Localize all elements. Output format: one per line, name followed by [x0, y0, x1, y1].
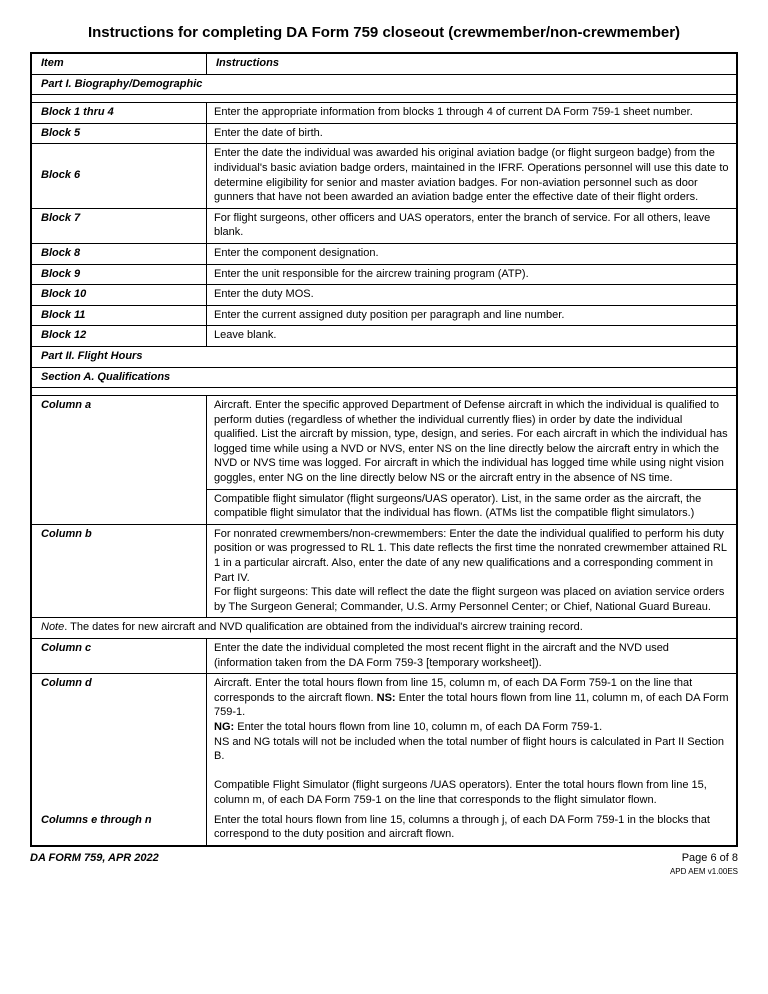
item-label: Block 5 [32, 124, 207, 144]
note-label: Note [41, 621, 65, 634]
instructions-table [30, 52, 738, 847]
spacer-row [32, 94, 736, 102]
instructions-text: Enter the appropriate information from blocks 1 through 4 of current DA Form 759-1 sheet number. [214, 106, 693, 119]
item-label: Column c [32, 639, 207, 673]
instructions-text: Enter the duty MOS. [214, 288, 314, 301]
section-row-part1 [32, 74, 736, 95]
instructions-cell [207, 525, 736, 618]
apd-version: APD AEM v1.00ES [669, 866, 738, 876]
item-label: Block 1 thru 4 [32, 103, 207, 123]
row-block-5 [32, 123, 736, 144]
instructions-paragraph: Compatible Flight Simulator (flight surgeons /UAS operators). Enter the total hours flown from line 15, column m, of each DA Form 759-1 on the line that corresponds to the flight simulator flown. [214, 779, 707, 806]
ns-bold-label: NS: [376, 691, 396, 704]
paragraph-text: Aircraft. Enter the total hours flown from line 15, column m, of each DA Form 759-1 on the line that corresponds to the aircraft flown. [214, 677, 693, 704]
row-column-d [32, 673, 736, 810]
instructions-paragraph: For nonrated crewmembers/non-crewmembers: Enter the date the individual qualified to perform his duty position or was progressed to RL 1. This date reflects the first time the nonrated crewmember attained RL 1 in a particular aircraft. Also, enter the date of any new qualifications and a corresponding comment in Part IV. [214, 527, 727, 584]
instructions-paragraph: NS and NG totals will not be included when the total number of flight hours is calculated in Part II Section B. [214, 735, 724, 763]
row-block-10 [32, 284, 736, 305]
paragraph-text: Enter the total hours flown from line 11, column m, of each DA Form 759-1. [214, 691, 729, 719]
item-label: Column b [32, 525, 207, 618]
instructions-text: Enter the date the individual was awarded his original aviation badge (or flight surgeon badge) from the individual's basic aviation badge orders, maintained in the IFRF. Operations personnel will use this date to determine eligibility for senior and master aviation badges. For non-aviation personnel such as door gunners that have not been awarded an aviation badge enter the effective date of their flight orders. [214, 147, 729, 204]
page-title: Instructions for completing DA Form 759 closeout (crewmember/non-crewmember) [87, 24, 681, 41]
item-label: Block 9 [32, 265, 207, 285]
instructions-text: Enter the date of birth. [214, 126, 323, 139]
row-block-12 [32, 325, 736, 346]
row-column-c [32, 638, 736, 673]
section-row-part2 [32, 346, 736, 367]
column-header-item: Item [32, 54, 207, 74]
item-label: Column a [32, 396, 207, 524]
row-block-1-thru-4 [32, 102, 736, 123]
page-footer [30, 852, 738, 876]
table-header-row [32, 54, 736, 74]
row-column-b [32, 524, 736, 618]
instructions-text: Leave blank. [214, 329, 277, 342]
section-row-section-a [32, 367, 736, 388]
row-columns-e-through-n [32, 811, 736, 845]
instructions-paragraph: Aircraft. Enter the specific approved Department of Defense aircraft in which the individual is qualified to perform duties (regardless of whether the individual currently flies) in order by date the individual qualified. List the aircraft by mission, type, design, and series. For each aircraft in which the individual has logged time while using a NVD or NVS, enter NS on the line directly below the aircraft entry in which the NVD or NVS time was logged. For aircraft in which the individual has logged time while using night vision goggles, enter NG on the line directly below NS or the aircraft entry in the absence of NS time. [214, 399, 728, 485]
row-block-11 [32, 305, 736, 326]
item-label: Block 6 [32, 144, 207, 207]
row-note [32, 617, 736, 638]
item-label: Column d [32, 674, 207, 810]
instructions-paragraph [214, 720, 729, 735]
instructions-text: Enter the current assigned duty position per paragraph and line number. [214, 308, 565, 321]
page-number: Page 6 of 8 [681, 851, 738, 864]
spacer-row [32, 387, 736, 395]
item-label: Block 8 [32, 244, 207, 264]
row-block-8 [32, 243, 736, 264]
instructions-cell [207, 396, 736, 524]
row-block-9 [32, 264, 736, 285]
section-label-section-a: Section A. Qualifications [41, 370, 171, 383]
column-header-instructions: Instructions [216, 57, 279, 69]
note-cell [32, 618, 736, 638]
item-label: Block 7 [32, 209, 207, 243]
row-block-6 [32, 143, 736, 207]
paragraph-text: Enter the total hours flown from line 10, column m, of each DA Form 759-1. [234, 720, 603, 733]
section-label-part1: Part I. Biography/Demographic [41, 77, 203, 90]
row-block-7 [32, 208, 736, 243]
item-label: Block 11 [32, 306, 207, 326]
instructions-text: Enter the date the individual completed the most recent flight in the aircraft and the NVD used (information taken from the DA Form 759-3 [temporary worksheet]). [214, 642, 669, 669]
item-label: Block 10 [32, 285, 207, 305]
instructions-text: Enter the component designation. [214, 246, 379, 259]
footer-right [670, 852, 738, 876]
section-label-part2: Part II. Flight Hours [41, 349, 143, 362]
instructions-paragraph [214, 676, 729, 720]
instructions-text: Enter the total hours flown from line 15, columns a through j, of each DA Form 759-1 in the blocks that correspond to the duty position and aircraft flown. [214, 813, 710, 841]
ng-bold-label: NG: [214, 720, 235, 733]
item-label: Block 12 [32, 326, 207, 346]
instructions-cell [207, 674, 736, 810]
instructions-text: For flight surgeons, other officers and UAS operators, enter the branch of service. For all others, leave blank. [214, 211, 711, 239]
note-text: . The dates for new aircraft and NVD qualification are obtained from the individual's aircrew training record. [64, 621, 583, 634]
instructions-paragraph: For flight surgeons: This date will reflect the date the flight surgeon was placed on aviation service orders by The Surgeon General; Commander, U.S. Army Personnel Center; or Chief, National Guard Bureau. [214, 586, 725, 613]
instructions-paragraph: Compatible flight simulator (flight surgeons/UAS operator). List, in the same order as the aircraft, the compatible flight simulator that the individual has flown. (ATMs list the compatible flight simulators.) [207, 489, 736, 524]
item-label: Columns e through n [32, 811, 207, 845]
row-column-a [32, 395, 736, 524]
instructions-text: Enter the unit responsible for the aircrew training program (ATP). [214, 267, 529, 280]
form-id: DA FORM 759, APR 2022 [30, 851, 159, 864]
